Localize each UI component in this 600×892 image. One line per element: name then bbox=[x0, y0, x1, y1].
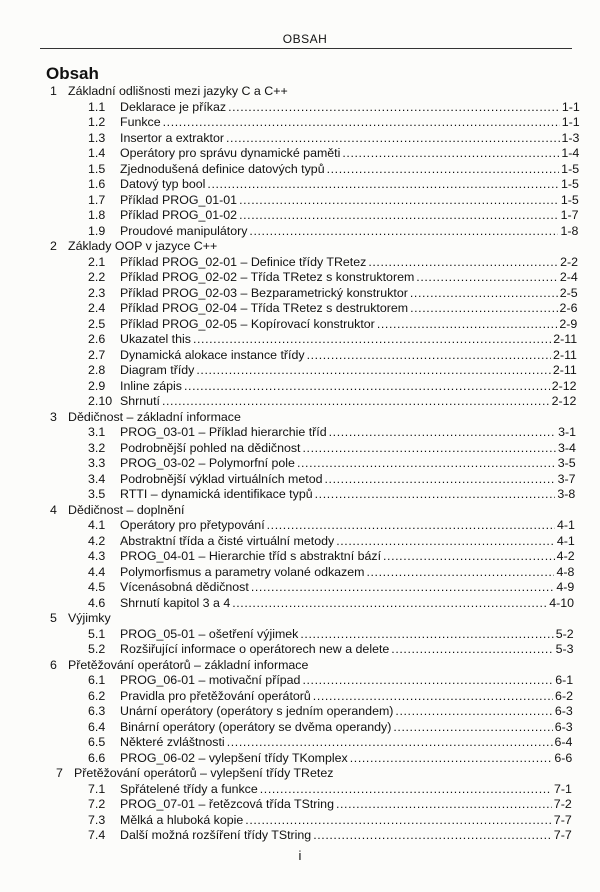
section-title: Dynamická alokace instance třídy bbox=[120, 347, 305, 362]
chapter-number: 3 bbox=[50, 409, 57, 424]
section-number: 4.1 bbox=[88, 518, 106, 532]
section-page: 2-12 bbox=[551, 394, 577, 408]
dot-leader bbox=[329, 425, 557, 440]
section-number: 3.3 bbox=[88, 456, 106, 470]
toc-entry bbox=[88, 456, 576, 471]
dot-leader bbox=[383, 549, 555, 564]
dot-leader bbox=[162, 394, 550, 409]
section-number: 2.4 bbox=[88, 301, 106, 315]
section-title: Abstraktní třída a čisté virtuální metody bbox=[120, 533, 335, 548]
section-title: Insertor a extraktor bbox=[120, 130, 224, 145]
section-page: 2-11 bbox=[553, 332, 578, 346]
section-number: 7.4 bbox=[88, 828, 106, 842]
section-title: Příklad PROG_02-05 – Kopírovací konstruktor bbox=[120, 316, 375, 331]
section-page: 2-6 bbox=[559, 301, 578, 315]
section-title: Shrnutí bbox=[120, 394, 160, 408]
section-number: 2.9 bbox=[88, 378, 106, 393]
section-page: 4-10 bbox=[549, 595, 575, 610]
toc-entry bbox=[88, 487, 575, 502]
section-page: 1-4 bbox=[561, 146, 580, 160]
section-number: 5.2 bbox=[88, 642, 106, 656]
section-title: Operátory pro správu dynamické paměti bbox=[120, 146, 341, 160]
dot-leader bbox=[366, 565, 554, 580]
section-title: Binární operátory (operátory se dvěma operandy) bbox=[120, 719, 392, 734]
toc-title: Obsah bbox=[46, 64, 99, 83]
section-title: PROG_03-01 – Příklad hierarchie tříd bbox=[120, 425, 327, 439]
section-title: Inline zápis bbox=[120, 378, 182, 393]
dot-leader bbox=[267, 518, 555, 533]
section-number: 4.3 bbox=[88, 549, 106, 563]
section-number: 2.2 bbox=[88, 270, 106, 284]
section-page: 6-6 bbox=[554, 750, 573, 765]
section-number: 3.2 bbox=[88, 440, 106, 455]
chapter-number: 1 bbox=[50, 84, 57, 98]
chapter-title: Dědičnost – základní informace bbox=[68, 409, 241, 424]
section-page: 2-4 bbox=[559, 270, 578, 284]
section-number: 1.9 bbox=[88, 223, 106, 238]
section-title: Příklad PROG_02-04 – Třída TRetez s destruktorem bbox=[120, 301, 409, 315]
section-number: 1.8 bbox=[88, 208, 106, 222]
dot-leader bbox=[391, 642, 553, 657]
toc-entry bbox=[88, 782, 572, 797]
toc-entry bbox=[88, 115, 580, 130]
section-page: 1-1 bbox=[561, 115, 580, 129]
chapter-number: 7 bbox=[56, 766, 63, 780]
toc-entry bbox=[88, 224, 578, 239]
section-number: 6.2 bbox=[88, 688, 106, 703]
toc-entry bbox=[88, 534, 575, 549]
dot-leader bbox=[313, 689, 553, 704]
dot-leader bbox=[302, 673, 553, 688]
section-page: 2-11 bbox=[553, 347, 577, 362]
section-page: 4-9 bbox=[556, 580, 575, 594]
dot-leader bbox=[325, 472, 556, 487]
section-title: Vícenásobná dědičnost bbox=[120, 580, 249, 594]
section-page: 1-5 bbox=[560, 192, 579, 207]
section-page: 1-7 bbox=[560, 208, 579, 222]
toc-entry bbox=[88, 131, 579, 146]
dot-leader bbox=[239, 193, 559, 208]
section-number: 1.7 bbox=[88, 192, 106, 207]
section-page: 4-2 bbox=[556, 549, 575, 563]
section-title: Deklarace je příkaz bbox=[120, 99, 227, 114]
section-page: 3-8 bbox=[557, 487, 576, 501]
section-title: Příklad PROG_02-02 – Třída TRetez s konstruktorem bbox=[120, 270, 415, 284]
section-number: 1.4 bbox=[88, 146, 106, 160]
chapter-number: 5 bbox=[50, 611, 57, 625]
section-title: Diagram třídy bbox=[120, 363, 195, 377]
header-rule bbox=[40, 48, 572, 49]
dot-leader bbox=[416, 270, 558, 285]
chapter-number: 4 bbox=[50, 502, 57, 517]
toc-entry bbox=[88, 797, 572, 812]
section-title: Pravidla pro přetěžování operátorů bbox=[120, 688, 311, 703]
toc-entry bbox=[88, 549, 575, 564]
section-title: PROG_03-02 – Polymorfní pole bbox=[120, 456, 295, 470]
section-number: 2.10 bbox=[88, 394, 113, 408]
dot-leader bbox=[251, 580, 554, 595]
chapter-title: Základy OOP v jazyce C++ bbox=[68, 239, 218, 253]
section-title: Spřátelené třídy a funkce bbox=[120, 781, 258, 796]
toc-entry bbox=[88, 394, 576, 409]
section-page: 2-9 bbox=[559, 316, 578, 331]
toc-entry bbox=[88, 720, 573, 735]
section-page: 5-3 bbox=[555, 642, 574, 656]
section-number: 4.2 bbox=[88, 533, 106, 548]
section-page: 7-1 bbox=[553, 781, 572, 796]
chapter-title: Základní odlišnosti mezi jazyky C a C++ bbox=[68, 84, 288, 98]
section-page: 5-2 bbox=[555, 626, 574, 641]
section-title: Operátory pro přetypování bbox=[120, 518, 265, 532]
section-number: 7.1 bbox=[88, 781, 106, 796]
dot-leader bbox=[313, 828, 552, 843]
section-number: 7.3 bbox=[88, 812, 106, 827]
section-title: Proudové manipulátory bbox=[120, 223, 248, 238]
section-number: 6.5 bbox=[88, 735, 106, 749]
toc-entry bbox=[88, 689, 573, 704]
section-title: PROG_06-02 – vylepšení třídy TKomplex bbox=[120, 750, 348, 765]
section-title: PROG_06-01 – motivační případ bbox=[120, 673, 301, 687]
dot-leader bbox=[249, 224, 558, 239]
section-number: 1.1 bbox=[88, 99, 106, 114]
toc-entry bbox=[88, 580, 574, 595]
dot-leader bbox=[232, 596, 547, 611]
dot-leader bbox=[207, 177, 559, 192]
section-number: 1.5 bbox=[88, 161, 106, 176]
section-title: Příklad PROG_02-03 – Bezparametrický konstruktor bbox=[120, 285, 408, 300]
section-title: Další možná rozšíření třídy TString bbox=[120, 828, 312, 842]
section-number: 1.6 bbox=[88, 177, 106, 191]
toc-entry bbox=[88, 162, 579, 177]
dot-leader bbox=[327, 162, 560, 177]
section-page: 3-5 bbox=[557, 456, 576, 470]
dot-leader bbox=[336, 534, 555, 549]
section-page: 4-1 bbox=[556, 533, 575, 548]
toc-entry bbox=[88, 425, 576, 440]
section-title: Zjednodušená definice datových typů bbox=[120, 161, 325, 176]
dot-leader bbox=[410, 286, 558, 301]
toc-entry bbox=[88, 642, 574, 657]
section-page: 1-3 bbox=[561, 130, 580, 145]
toc-entry bbox=[88, 193, 579, 208]
section-page: 6-1 bbox=[555, 673, 574, 687]
toc-entry bbox=[88, 208, 579, 223]
section-page: 2-2 bbox=[560, 254, 579, 269]
section-number: 7.2 bbox=[88, 797, 106, 811]
dot-leader bbox=[184, 379, 550, 394]
section-title: Funkce bbox=[120, 115, 161, 129]
dot-leader bbox=[193, 332, 551, 347]
dot-leader bbox=[395, 704, 552, 719]
section-title: Podrobnější pohled na dědičnost bbox=[120, 440, 301, 455]
section-page: 2-11 bbox=[552, 363, 577, 377]
section-page: 2-5 bbox=[559, 285, 578, 300]
toc-entry bbox=[88, 317, 577, 332]
toc-chapter bbox=[50, 503, 184, 518]
toc-entry bbox=[88, 301, 577, 316]
running-header: OBSAH bbox=[282, 32, 328, 46]
section-title: Polymorfismus a parametry volané odkazem bbox=[120, 564, 365, 579]
dot-leader bbox=[336, 797, 552, 812]
toc-entry bbox=[88, 348, 577, 363]
toc-chapter bbox=[50, 239, 217, 254]
dot-leader bbox=[297, 456, 556, 471]
section-title: Příklad PROG_01-01 bbox=[120, 192, 238, 207]
chapter-title: Přetěžování operátorů – vylepšení třídy TRetez bbox=[74, 766, 334, 780]
toc-entry bbox=[88, 518, 575, 533]
section-title: Příklad PROG_02-01 – Definice třídy TRetez bbox=[120, 254, 367, 269]
dot-leader bbox=[410, 301, 557, 316]
toc-entry bbox=[88, 177, 579, 192]
section-title: Podrobnější výklad virtuálních metod bbox=[120, 471, 323, 486]
section-number: 3.1 bbox=[88, 425, 106, 439]
section-number: 6.1 bbox=[88, 673, 106, 687]
dot-leader bbox=[163, 115, 560, 130]
dot-leader bbox=[300, 627, 553, 642]
toc-chapter bbox=[50, 410, 241, 425]
section-title: PROG_07-01 – řetězcová třída TString bbox=[120, 797, 334, 811]
section-number: 2.8 bbox=[88, 363, 106, 377]
section-title: Rozšiřující informace o operátorech new a delete bbox=[120, 642, 390, 656]
section-title: Některé zvláštnosti bbox=[120, 735, 225, 749]
toc-entry bbox=[88, 813, 572, 828]
chapter-number: 2 bbox=[50, 239, 57, 253]
dot-leader bbox=[307, 348, 551, 363]
toc-entry bbox=[88, 596, 574, 611]
section-page: 7-2 bbox=[553, 797, 572, 811]
section-title: Shrnutí kapitol 3 a 4 bbox=[120, 595, 231, 610]
section-number: 1.2 bbox=[88, 115, 106, 129]
dot-leader bbox=[350, 751, 553, 766]
section-title: Unární operátory (operátory s jedním operandem) bbox=[120, 704, 394, 718]
section-page: 7-7 bbox=[553, 812, 572, 827]
dot-leader bbox=[226, 131, 560, 146]
section-number: 5.1 bbox=[88, 626, 106, 641]
section-number: 6.4 bbox=[88, 719, 106, 734]
section-page: 4-8 bbox=[556, 564, 575, 579]
toc-entry bbox=[88, 379, 577, 394]
toc-entry bbox=[88, 704, 573, 719]
dot-leader bbox=[377, 317, 558, 332]
toc-entry bbox=[88, 472, 576, 487]
toc-entry bbox=[88, 363, 577, 378]
toc-entry bbox=[88, 286, 578, 301]
toc-chapter bbox=[50, 611, 111, 626]
section-page: 1-5 bbox=[560, 177, 579, 191]
section-page: 4-1 bbox=[557, 518, 575, 532]
chapter-title: Dědičnost – doplnění bbox=[68, 502, 185, 517]
toc-chapter bbox=[56, 766, 333, 781]
toc-entry bbox=[88, 828, 572, 843]
dot-leader bbox=[245, 813, 552, 828]
section-page: 6-2 bbox=[555, 688, 573, 703]
dot-leader bbox=[368, 255, 558, 270]
dot-leader bbox=[228, 100, 560, 115]
dot-leader bbox=[342, 146, 559, 161]
section-page: 1-8 bbox=[560, 223, 579, 238]
section-page: 6-3 bbox=[554, 719, 573, 734]
toc-entry bbox=[88, 673, 573, 688]
chapter-number: 6 bbox=[50, 657, 57, 672]
section-page: 1-5 bbox=[561, 161, 580, 176]
section-title: Mělká a hluboká kopie bbox=[120, 812, 244, 827]
toc-entry bbox=[88, 255, 578, 270]
section-title: PROG_05-01 – ošetření výjimek bbox=[120, 626, 299, 641]
section-number: 2.3 bbox=[88, 285, 106, 300]
section-page: 6-4 bbox=[554, 735, 573, 749]
toc-entry bbox=[88, 751, 572, 766]
section-page: 7-7 bbox=[553, 828, 572, 842]
section-title: Příklad PROG_01-02 bbox=[120, 208, 238, 222]
section-number: 2.1 bbox=[88, 254, 106, 269]
toc-entry bbox=[88, 735, 572, 750]
section-number: 3.5 bbox=[88, 487, 106, 501]
toc-entry bbox=[88, 627, 574, 642]
section-page: 3-7 bbox=[557, 471, 576, 486]
toc-chapter bbox=[50, 84, 288, 99]
section-number: 4.4 bbox=[88, 564, 106, 579]
dot-leader bbox=[196, 363, 550, 378]
section-number: 4.6 bbox=[88, 595, 106, 610]
section-title: Datový typ bool bbox=[120, 177, 206, 191]
toc-entry bbox=[88, 270, 578, 285]
section-number: 6.3 bbox=[88, 704, 106, 718]
section-title: PROG_04-01 – Hierarchie tříd s abstraktní bází bbox=[120, 549, 382, 563]
section-page: 6-3 bbox=[554, 704, 573, 718]
chapter-title: Výjimky bbox=[68, 611, 111, 625]
section-number: 2.6 bbox=[88, 332, 106, 346]
page-number: i bbox=[298, 848, 302, 863]
toc-entry bbox=[88, 146, 579, 161]
section-number: 4.5 bbox=[88, 580, 106, 594]
section-page: 3-1 bbox=[558, 425, 577, 439]
dot-leader bbox=[393, 720, 552, 735]
dot-leader bbox=[303, 441, 556, 456]
section-title: Ukazatel this bbox=[120, 332, 191, 346]
dot-leader bbox=[227, 735, 553, 750]
dot-leader bbox=[315, 487, 556, 502]
section-number: 1.3 bbox=[88, 130, 106, 145]
section-page: 2-12 bbox=[551, 378, 577, 393]
section-number: 3.4 bbox=[88, 471, 106, 486]
section-number: 2.5 bbox=[88, 316, 106, 331]
section-page: 3-4 bbox=[557, 440, 576, 455]
section-page: 1-1 bbox=[561, 99, 580, 114]
dot-leader bbox=[239, 208, 559, 223]
chapter-title: Přetěžování operátorů – základní informace bbox=[68, 657, 309, 672]
toc-entry bbox=[88, 332, 577, 347]
section-number: 2.7 bbox=[88, 347, 106, 362]
toc-entry bbox=[88, 100, 580, 115]
toc-entry bbox=[88, 565, 574, 580]
toc-chapter bbox=[50, 658, 308, 673]
section-number: 6.6 bbox=[88, 750, 106, 765]
toc-entry bbox=[88, 441, 576, 456]
section-title: RTTI – dynamická identifikace typů bbox=[120, 487, 313, 501]
dot-leader bbox=[260, 782, 552, 797]
